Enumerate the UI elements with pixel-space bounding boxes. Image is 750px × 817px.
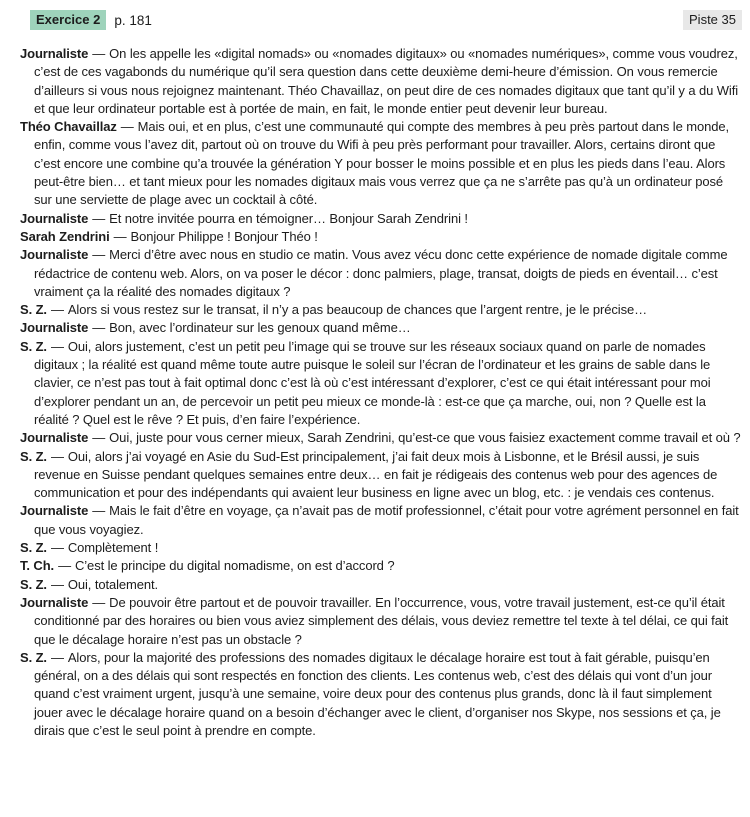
speaker-name: Journaliste <box>20 210 89 226</box>
speaker-name: S. Z. <box>20 576 47 592</box>
utterance-text: Complètement ! <box>67 540 159 556</box>
dialogue-turn <box>20 539 741 557</box>
dash-separator: — <box>50 540 64 556</box>
dash-separator: — <box>58 558 71 574</box>
utterance-text: Et notre invitée pourra en témoigner… Bonjour Sarah Zendrini ! <box>109 210 468 226</box>
utterance-text: Oui, juste pour vous cerner mieux, Sarah Zendrini, qu’est-ce que vous faisiez exactement comme travail et où ? <box>109 430 741 446</box>
utterance-text: Oui, totalement. <box>67 576 159 592</box>
dash-separator: — <box>92 594 106 610</box>
speaker-name: T. Ch. <box>20 558 55 574</box>
speaker-name: S. Z. <box>20 649 47 665</box>
utterance-text: Bonjour Philippe ! Bonjour Théo ! <box>130 228 318 244</box>
dash-separator: — <box>113 228 127 244</box>
dash-separator: — <box>92 320 106 336</box>
dash-separator: — <box>92 210 106 226</box>
exercise-badge: Exercice 2 <box>30 10 106 30</box>
utterance-text: Alors si vous restez sur le transat, il n’y a pas beaucoup de chances que l’argent rentre, je le précise… <box>67 302 648 318</box>
dialogue-turn <box>20 594 741 649</box>
speaker-name: Théo Chavaillaz <box>20 119 117 135</box>
dialogue-turn <box>20 228 741 246</box>
page-header <box>0 0 750 30</box>
transcript-body <box>0 30 750 740</box>
dialogue-turn <box>20 649 741 740</box>
dialogue-turn <box>20 448 741 503</box>
speaker-name: Sarah Zendrini <box>20 228 110 244</box>
utterance-text: Merci d’être avec nous en studio ce matin. Vous avez vécu donc cette expérience de nomade digitale comme rédactrice de contenu web. Alors, on va poser le décor : donc palmiers, plage, transat, doigts de pieds en éventail… c’est vraiment ça la réalité des nomades digitaux ? <box>34 247 728 299</box>
dialogue-turn <box>20 319 741 337</box>
utterance-text: Bon, avec l’ordinateur sur les genoux quand même… <box>109 320 411 336</box>
speaker-name: S. Z. <box>20 302 47 318</box>
page-reference: p. 181 <box>114 12 152 28</box>
dialogue-turn <box>20 45 741 118</box>
dash-separator: — <box>50 338 64 354</box>
dash-separator: — <box>120 119 134 135</box>
utterance-text: Mais oui, et en plus, c’est une communauté qui compte des membres à peu près partout dans le monde, enfin, comme vous l’avez dit, partout où on trouve du Wifi à peu près performant pour travailler. Alors, certains diront que c’est encore une combine qu’a trouvée la génération Y pour bosser le moins possible et en plus les pieds dans l’eau. Alors peut-être bien… et tant mieux pour les nomades digitaux mais vous verrez que ça ne s’arrête pas qu’à un ordinateur posé sur une serviette de plage avec un cocktail à côté. <box>34 119 729 208</box>
dash-separator: — <box>50 576 64 592</box>
speaker-name: Journaliste <box>20 430 89 446</box>
utterance-text: Oui, alors justement, c’est un petit peu l’image qui se trouve sur les réseaux sociaux quand on parle de nomades digitaux ; la réalité est quand même toute autre puisque le soleil sur l’écran de l’ordinateur et les grains de sable dans le clavier, ce n’est pas tout à fait optimal donc c’est là où c’est intéressant d’explorer, c’est ce qui était intéressant pour moi d’explorer pendant un an, de percevoir un petit peu mieux ce monde-là : est-ce que ça marche, oui, non ? Quelle est la réalité ? Quel est le rêve ? Et puis, d’en faire l’expérience. <box>34 338 711 427</box>
utterance-text: Mais le fait d’être en voyage, ça n’avait pas de motif professionnel, c’était pour votre agrément personnel en fait que vous voyagiez. <box>34 503 739 537</box>
speaker-name: S. Z. <box>20 540 47 556</box>
dash-separator: — <box>92 46 106 61</box>
dialogue-turn <box>20 301 741 319</box>
dialogue-turn <box>20 557 741 575</box>
speaker-name: S. Z. <box>20 338 47 354</box>
dash-separator: — <box>50 649 64 665</box>
speaker-name: Journaliste <box>20 594 89 610</box>
speaker-name: S. Z. <box>20 448 47 464</box>
utterance-text: On les appelle les «digital nomads» ou «nomades digitaux» ou «nomades numériques», comme vous voudrez, c’est de ces vagabonds du numérique qu’il sera question dans cette deuxième demi-heure d’émission. On vous remercie d’ailleurs si vous nous rejoignez maintenant. Théo Chavaillaz, on peut dire de ces nomades digitaux que tant qu’il y a du Wifi et que leur ordinateur portable est à portée de main, en fait, le monde entier peut devenir leur bureau. <box>34 46 739 116</box>
track-badge: Piste 35 <box>683 10 742 30</box>
utterance-text: C’est le principe du digital nomadisme, on est d’accord ? <box>74 558 395 574</box>
utterance-text: Alors, pour la majorité des professions des nomades digitaux le décalage horaire est tout à fait gérable, puisqu’en général, on a des délais qui sont respectés en fonction des clients. Les contenus web, c’est des délais qui vont d’un jour quand c’est vraiment urgent, jusqu’à une semaine, voire deux pour des contenus plus grands, donc là il faut simplement jouer avec le décalage horaire quand on a besoin d’échanger avec le client, d’organiser nos Skype, nos sessions et ça, je dirais que c’est le seul point à prendre en compte. <box>34 649 721 738</box>
header-left-group <box>30 10 152 30</box>
dialogue-turn <box>20 338 741 429</box>
dialogue-turn <box>20 576 741 594</box>
dash-separator: — <box>50 302 64 318</box>
dialogue-turn <box>20 118 741 209</box>
speaker-name: Journaliste <box>20 320 89 336</box>
dash-separator: — <box>92 247 106 263</box>
speaker-name: Journaliste <box>20 46 89 61</box>
dialogue-turn <box>20 210 741 228</box>
dialogue-turn <box>20 429 741 447</box>
dialogue-turn <box>20 246 741 301</box>
dash-separator: — <box>92 503 106 519</box>
speaker-name: Journaliste <box>20 247 89 263</box>
dash-separator: — <box>92 430 106 446</box>
dash-separator: — <box>50 448 64 464</box>
utterance-text: De pouvoir être partout et de pouvoir travailler. En l’occurrence, vous, votre travail justement, est-ce qu’il était conditionné par des horaires ou bien vous aviez simplement des délais, vous deviez remettre tel texte à tel délai, ce qui fait que le décalage horaire n’est pas un obstacle ? <box>34 594 729 647</box>
utterance-text: Oui, alors j’ai voyagé en Asie du Sud-Est principalement, j’ai fait deux mois à Lisbonne, et le Brésil aussi, je suis revenue en Suisse pendant quelques semaines entre deux… en fait je rédigeais des contenus web pour des agences de communication et pour des indépendants qui avaient leur business en ligne avec un blog, etc. : je vendais ces contenus. <box>34 448 718 501</box>
speaker-name: Journaliste <box>20 503 89 519</box>
dialogue-turn <box>20 502 741 539</box>
